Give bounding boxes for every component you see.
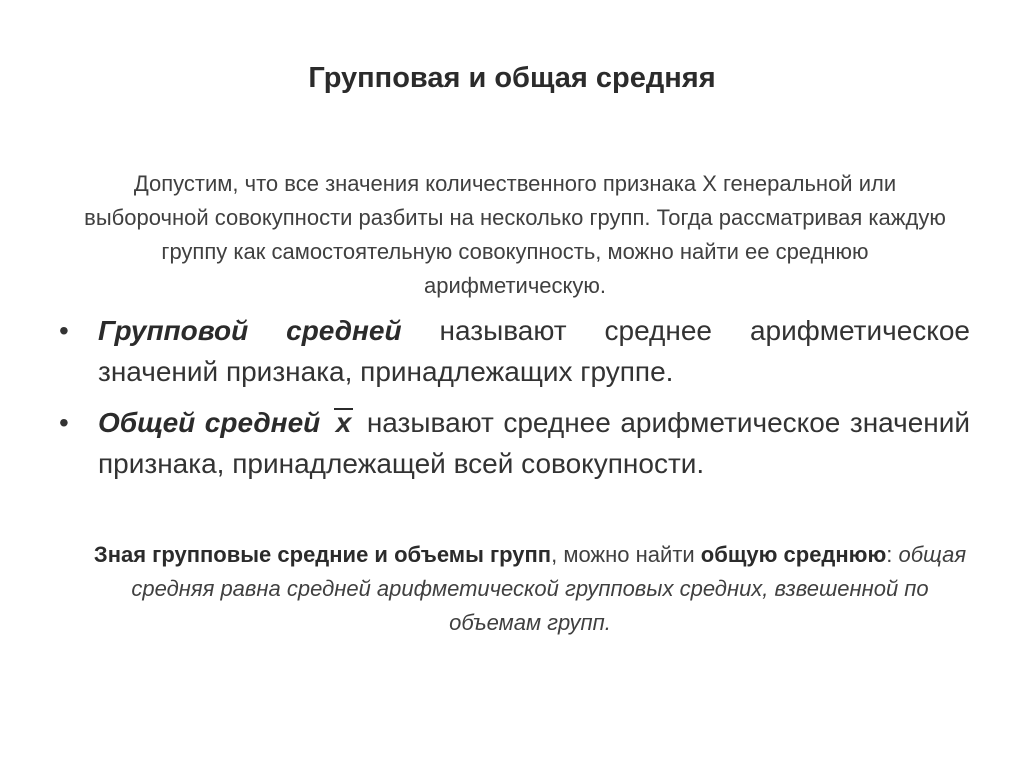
- slide-title: Групповая и общая средняя: [308, 62, 716, 94]
- definition-overall-mean: называют среднее арифметическое значений признака, принадлежащей всей совокупности.: [98, 407, 971, 479]
- bullet-overall-mean: [55, 402, 970, 484]
- x-bar-symbol: x: [335, 407, 352, 438]
- intro-paragraph: Допустим, что все значения количественного признака X генеральной или выборочной совокупности разбиты на несколько групп. Тогда рассматривая каждую группу как самостоятельную совокупность, можно найти ее среднюю арифметическую.: [84, 171, 946, 298]
- definition-group-mean: называют среднее арифметическое значений признака, принадлежащих группе.: [98, 315, 970, 387]
- conclusion-paragraph: [90, 538, 970, 640]
- bullet-dot-icon: •: [59, 315, 69, 346]
- term-overall-mean: Общей средней: [98, 407, 321, 438]
- conclusion-bold-2: общую среднюю: [700, 542, 887, 567]
- conclusion-plain-2: :: [886, 542, 899, 567]
- definitions-list: [55, 310, 970, 494]
- conclusion-italic: общая средняя равна средней арифметической групповых средних, взвешенной по объемам групп.: [131, 542, 967, 635]
- term-group-mean: Групповой средней: [98, 315, 402, 346]
- conclusion-plain-1: , можно найти: [551, 542, 701, 567]
- bullet-group-mean: [55, 310, 970, 392]
- conclusion-bold-1: Зная групповые средние и объемы групп: [93, 542, 552, 567]
- bullet-dot-icon: •: [59, 407, 69, 438]
